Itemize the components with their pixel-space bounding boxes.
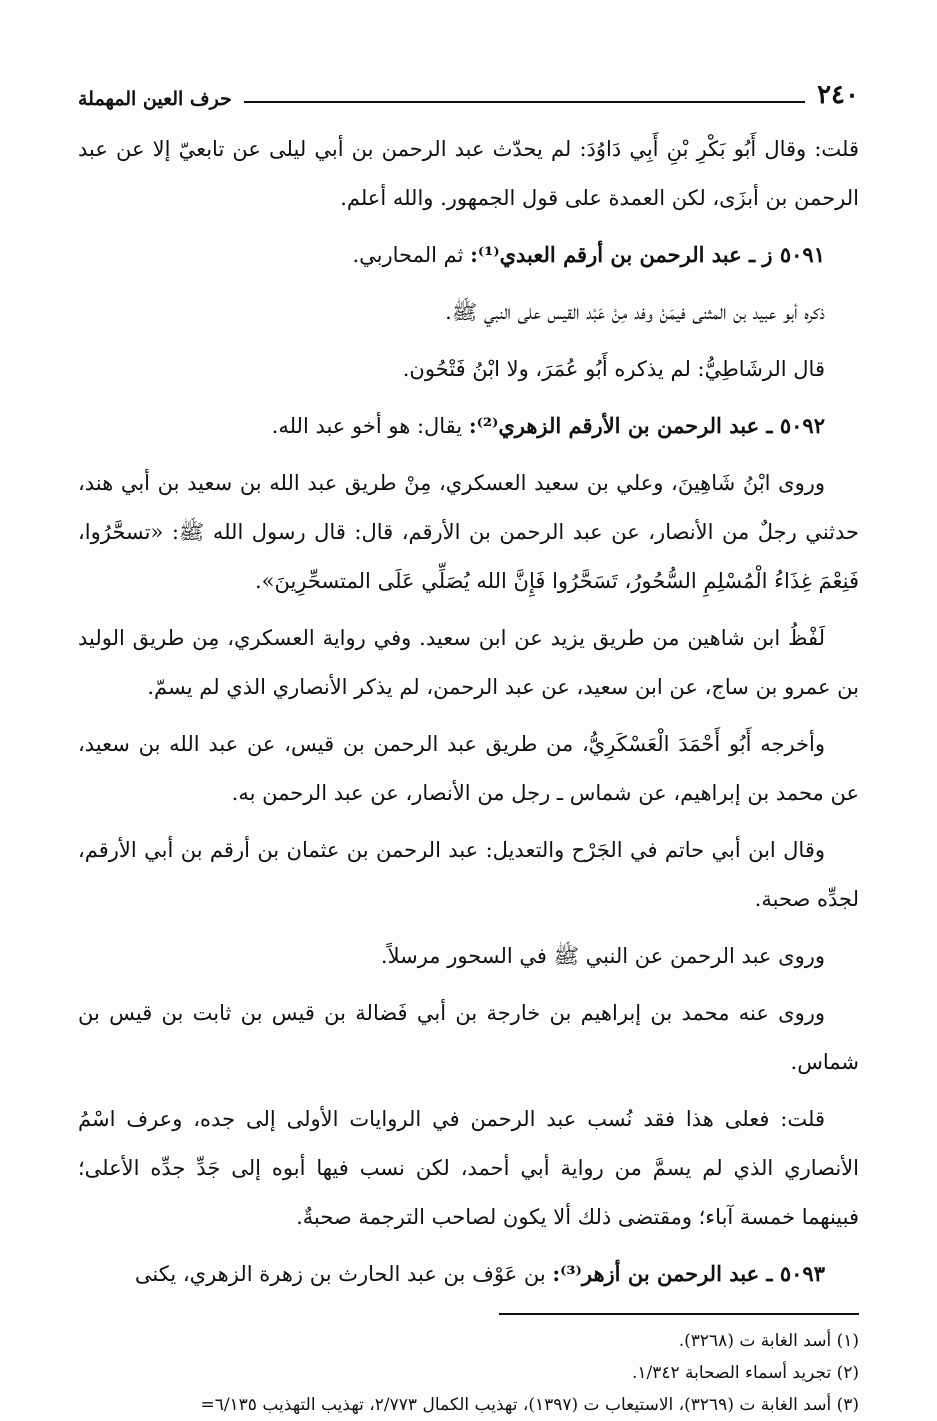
page-header — [78, 80, 859, 110]
footnote: (٣) أسد الغابة ت (٣٢٦٩)، الاستيعاب ت (١٣٩٧)، تهذيب الكمال ٢/٧٧٣، تهذيب التهذيب ٦/١٣٥= — [200, 1395, 859, 1415]
paragraph: وقال ابن أبي حاتم في الجَرْح والتعديل: عبد الرحمن بن عثمان بن أرقم بن أبي الأرقم، لجدِّه صحبة. — [78, 838, 859, 911]
footnote: (١) أسد الغابة ت (٣٢٦٨). — [678, 1331, 859, 1351]
entry-paragraph: ٥٠٩٣ ـ عبد الرحمن بن أزهر⁽³⁾: بن عَوْف بن عبد الحارث بن زهرة الزهري، يكنى — [134, 1261, 825, 1286]
paragraph: وروى عنه محمد بن إبراهيم بن خارجة بن أبي فَضالة بن قيس بن ثابت بن قيس بن شماس. — [78, 1001, 859, 1074]
entry-heading: ٥٠٩٢ ـ عبد الرحمن بن الأرقم الزهري⁽²⁾: — [468, 413, 825, 438]
paragraph: قلت: فعلى هذا فقد نُسب عبد الرحمن في الروايات الأولى إلى جده، وعرف اسْمُ الأنصاري الذي لم يسمَّ من رواية أبي أحمد، لكن نسب فيها أبوه إلى جَدِّ جدِّه الأعلى؛ فبينهما خمسة آباء؛ ومقتضى ذلك ألا يكون لصاحب الترجمة صحبةٌ. — [78, 1107, 859, 1229]
paragraph: وأخرجه أَبُو أَحْمَدَ الْعَسْكَرِيُّ، من طريق عبد الرحمن بن قيس، عن عبد الله بن سعيد، عن محمد بن إبراهيم، عن شماس ـ رجل من الأنصار، عن عبد الرحمن به. — [78, 732, 859, 805]
paragraph: وروى عبد الرحمن عن النبي ﷺ في السحور مرسلاً. — [380, 944, 825, 968]
paragraph: قلت: وقال أَبُو بَكْرِ بْنِ أَبِي دَاوُدَ: لم يحدّث عبد الرحمن بن أبي ليلى عن تابعيّ إلا عن عبد الرحمن بن أبزَى، لكن العمدة على قول الجمهور. والله أعلم. — [78, 137, 859, 210]
entry-paragraph: ٥٠٩٢ ـ عبد الرحمن بن الأرقم الزهري⁽²⁾: يقال: هو أخو عبد الله. — [271, 413, 825, 438]
footnote-rule — [499, 1313, 859, 1315]
entry-heading: ٥٠٩٣ ـ عبد الرحمن بن أزهر⁽³⁾: — [552, 1261, 825, 1286]
entry-heading: ٥٠٩١ ز ـ عبد الرحمن بن أرقم العبدي⁽¹⁾: — [470, 242, 825, 267]
paragraph: لَفْظُ ابن شاهين من طريق يزيد عن ابن سعيد. وفي رواية العسكري، مِن طريق الوليد بن عمرو بن ساج، عن ابن سعيد، عن عبد الرحمن، لم يذكر الأنصاري الذي لم يسمّ. — [78, 626, 859, 699]
main-text — [78, 124, 859, 1299]
footnote: (٢) تجريد أسماء الصحابة ١/٣٤٢. — [631, 1363, 859, 1383]
paragraph: قال الرشَاطِيُّ: لم يذكره أَبُو عُمَرَ، ولا ابْنُ فَتْحُون. — [402, 357, 825, 381]
page-number: ٢٤٠ — [817, 80, 859, 110]
header-rule — [244, 101, 805, 103]
paragraph: وروى ابْنُ شَاهِينَ، وعلي بن سعيد العسكري، مِنْ طريق عبد الله بن سعيد بن أبي هند، حدثني رجلٌ من الأنصار، عن عبد الرحمن بن الأرقم، قال: قال رسول الله ﷺ: «تسحَّرُوا، فَنِعْمَ غِذَاءُ الْمُسْلِمِ السُّحُورُ، تَسَحَّرُوا فَإِنَّ الله يُصَلِّي عَلَى المتسحِّرِينَ». — [78, 471, 859, 593]
entry-paragraph: ٥٠٩١ ز ـ عبد الرحمن بن أرقم العبدي⁽¹⁾: ثم المحاربي. — [352, 242, 825, 267]
paragraph: ذكره أبو عبيد بن المثنى فيمَنْ وفد مِنْ عَبْد القيس على النبي ﷺ. — [445, 300, 825, 324]
running-title: حرف العين المهملة — [78, 88, 232, 110]
footnotes — [78, 1325, 859, 1421]
